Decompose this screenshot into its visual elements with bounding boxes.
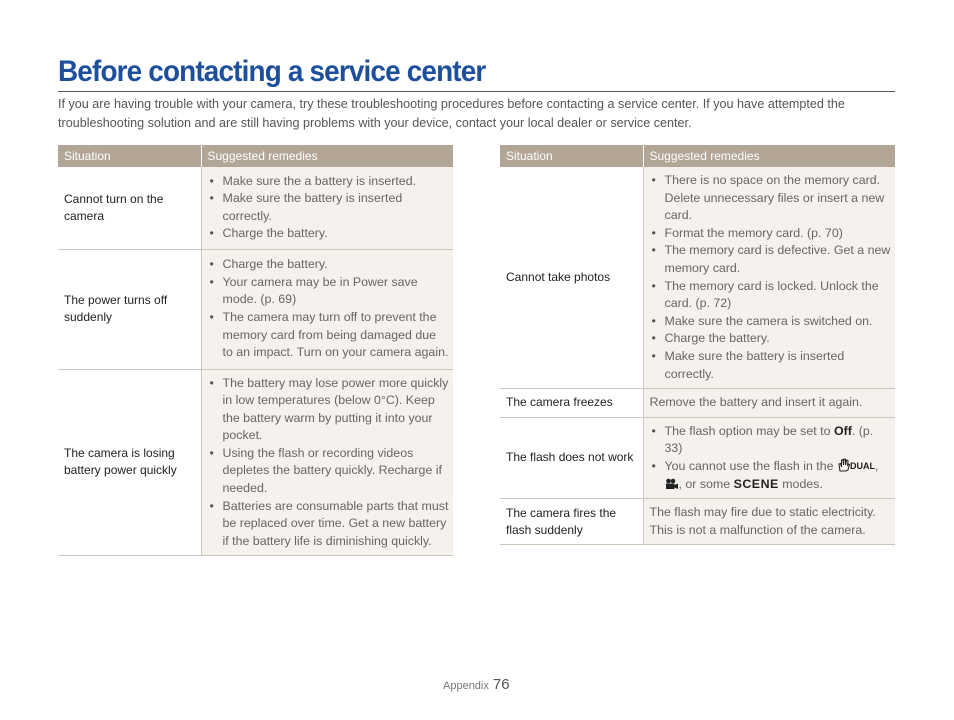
remedies-cell <box>643 417 895 498</box>
remedy-text: Remove the battery and insert it again. <box>649 395 863 410</box>
remedy-item: • The memory card is defective. Get a new memory card. <box>650 242 892 277</box>
remedy-text: The flash option may be set to <box>664 423 834 438</box>
remedy-item: • The memory card is locked. Unlock the card. (p. 72) <box>650 278 892 313</box>
remedies-cell <box>643 499 895 545</box>
header-situation: Situation <box>500 145 643 167</box>
table-header-row <box>58 145 453 167</box>
remedy-item: • Using the flash or recording videos depletes the battery quickly. Recharge if needed. <box>208 445 450 498</box>
table-row <box>500 389 895 418</box>
title-divider <box>58 91 895 92</box>
remedy-item: • Your camera may be in Power save mode. (p. 69) <box>208 274 450 309</box>
header-remedies: Suggested remedies <box>201 145 453 167</box>
intro-paragraph: If you are having trouble with your camera, try these troubleshooting procedures before contacting a service center. If you have attempted the troubleshooting solution and are still having problems with your device, contact your local dealer or service center. <box>58 97 845 130</box>
remedies-cell <box>201 167 453 249</box>
remedy-text: . (p. 33) <box>664 423 874 456</box>
troubleshooting-table-left <box>58 145 453 556</box>
remedy-item: • Format the memory card. (p. 70) <box>650 225 892 243</box>
remedy-item: • Make sure the battery is inserted correctly. <box>650 348 892 383</box>
remedies-cell <box>201 249 453 369</box>
page-title: Before contacting a service center <box>58 55 486 88</box>
situation-cell: Cannot take photos <box>500 167 643 389</box>
header-remedies: Suggested remedies <box>643 145 895 167</box>
table-header-row <box>500 145 895 167</box>
remedy-item: • Charge the battery. <box>650 330 892 348</box>
remedy-item: • Batteries are consumable parts that must be replaced over time. Get a new battery if the battery life is diminishing quickly. <box>208 498 450 551</box>
remedy-item: • The camera may turn off to prevent the memory card from being damaged due to an impact. Turn on your camera again. <box>208 309 450 362</box>
remedies-cell <box>643 167 895 389</box>
table-row <box>500 417 895 498</box>
remedy-text: , or some <box>678 476 734 491</box>
situation-cell: The flash does not work <box>500 417 643 498</box>
situation-cell: Cannot turn on the camera <box>58 167 201 249</box>
remedy-item: • Charge the battery. <box>208 225 450 243</box>
scene-mode-label: SCENE <box>733 476 779 491</box>
remedy-item: • Make sure the camera is switched on. <box>650 313 892 331</box>
table-row <box>58 167 453 249</box>
remedies-cell <box>201 369 453 556</box>
flash-off-mode-label: Off <box>833 423 852 438</box>
situation-cell: The camera fires the flash suddenly <box>500 499 643 545</box>
remedies-cell <box>643 389 895 418</box>
remedy-item: • Make sure the a battery is inserted. <box>208 173 450 191</box>
remedy-item: • Charge the battery. <box>208 256 450 274</box>
footer-section: Appendix <box>443 680 489 692</box>
dual-label: DUAL <box>849 460 875 471</box>
table-row <box>58 249 453 369</box>
remedy-item: • Make sure the battery is inserted correctly. <box>208 190 450 225</box>
header-situation: Situation <box>58 145 201 167</box>
page-footer <box>443 676 510 694</box>
remedy-item: • The battery may lose power more quickly in low temperatures (below 0°C). Keep the battery warm by putting it into your pocket. <box>208 375 450 445</box>
remedy-text: The flash may fire due to static electricity. This is not a malfunction of the camera. <box>649 505 876 537</box>
remedy-item <box>650 423 892 458</box>
table-row <box>58 369 453 556</box>
table-row <box>500 499 895 545</box>
page-number: 76 <box>492 676 510 693</box>
situation-cell: The camera is losing battery power quickly <box>58 369 201 556</box>
troubleshooting-table-right <box>500 145 895 545</box>
dual-is-hand-icon <box>837 458 875 476</box>
situation-cell: The camera freezes <box>500 389 643 418</box>
remedy-text: You cannot use the flash in the <box>664 458 837 473</box>
table-row <box>500 167 895 389</box>
remedy-item: • There is no space on the memory card. Delete unnecessary files or insert a new card. <box>650 172 892 225</box>
remedy-text: , <box>874 458 879 473</box>
situation-cell: The power turns off suddenly <box>58 249 201 369</box>
remedy-text: modes. <box>778 476 823 491</box>
video-camera-icon <box>665 476 679 494</box>
remedy-item <box>650 458 892 493</box>
